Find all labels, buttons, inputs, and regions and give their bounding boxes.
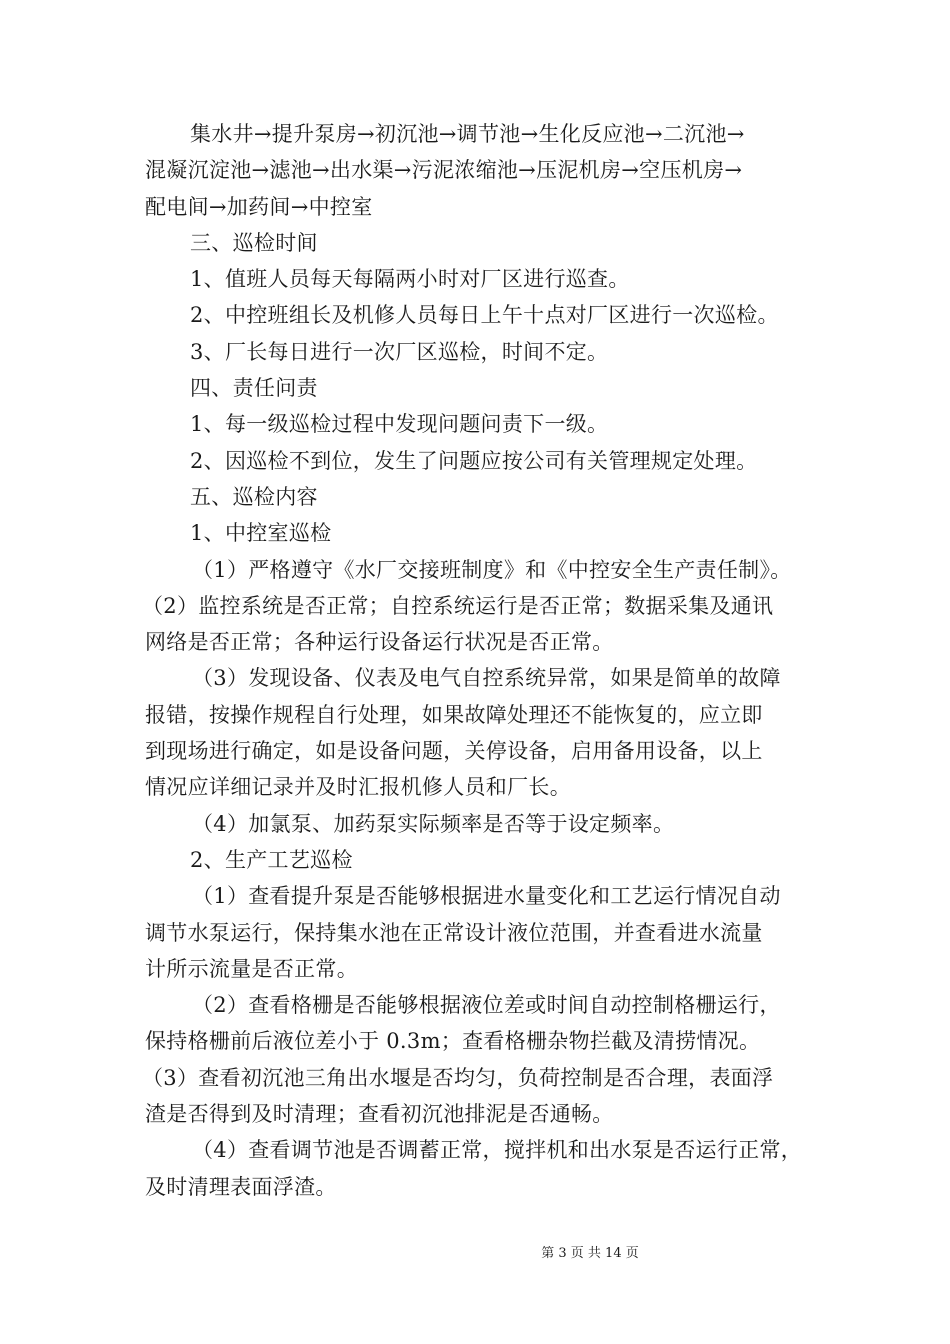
section-heading-accountability: 四、责任问责 [190,376,318,401]
paragraph-line: 2、因巡检不到位，发生了问题应按公司有关管理规定处理。 [190,448,758,473]
paragraph-line: 渣是否得到及时清理；查看初沉池排泥是否通畅。 [145,1102,614,1127]
document-body [142,116,817,1205]
paragraph-line: 情况应详细记录并及时汇报机修人员和厂长。 [145,775,571,800]
section-heading-inspection-content: 五、巡检内容 [190,484,318,509]
page-number-footer: 第 3 页 共 14 页 [541,1246,639,1261]
paragraph-line: 报错，按操作规程自行处理，如果故障处理还不能恢复的，应立即 [145,702,763,727]
paragraph-line: （3）查看初沉池三角出水堰是否均匀，负荷控制是否合理，表面浮 [142,1065,774,1090]
paragraph-line: （3）发现设备、仪表及电气自控系统异常，如果是简单的故障 [192,666,781,691]
paragraph-line: 2、中控班组长及机修人员每日上午十点对厂区进行一次巡检。 [190,303,779,328]
paragraph-line: （1）严格遵守《水厂交接班制度》和《中控安全生产责任制》。 [192,557,792,582]
process-flow-line-3: 配电间→加药间→中控室 [145,194,373,219]
subsection-heading-control-room: 1、中控室巡检 [190,521,332,546]
section-heading-inspection-time: 三、巡检时间 [190,230,318,255]
paragraph-line: 调节水泵运行，保持集水池在正常设计液位范围，并查看进水流量 [145,920,763,945]
paragraph-line: （2）监控系统是否正常；自控系统运行是否正常；数据采集及通讯 [142,593,774,618]
paragraph-line: 1、每一级巡检过程中发现问题问责下一级。 [190,412,609,437]
subsection-heading-process: 2、生产工艺巡检 [190,847,353,872]
process-flow-line-2: 混凝沉淀池→滤池→出水渠→污泥浓缩池→压泥机房→空压机房→ [145,158,743,183]
paragraph-line: 计所示流量是否正常。 [145,956,358,981]
paragraph-line: 1、值班人员每天每隔两小时对厂区进行巡查。 [190,267,630,292]
paragraph-line: 到现场进行确定，如是设备问题，关停设备，启用备用设备，以上 [145,739,763,764]
process-flow-line-1: 集水井→提升泵房→初沉池→调节池→生化反应池→二沉池→ [190,122,745,146]
paragraph-line: 保持格栅前后液位差小于 0.3m；查看格栅杂物拦截及清捞情况。 [145,1029,761,1054]
paragraph-line: 及时清理表面浮渣。 [145,1174,337,1199]
paragraph-line: 3、厂长每日进行一次厂区巡检，时间不定。 [190,339,609,364]
paragraph-line: （4）查看调节池是否调蓄正常，搅拌机和出水泵是否运行正常， [192,1138,803,1163]
paragraph-line: 网络是否正常；各种运行设备运行状况是否正常。 [145,630,614,655]
paragraph-line: （2）查看格栅是否能够根据液位差或时间自动控制格栅运行， [192,993,781,1018]
paragraph-line: （1）查看提升泵是否能够根据进水量变化和工艺运行情况自动 [192,884,781,909]
paragraph-line: （4）加氯泵、加药泵实际频率是否等于设定频率。 [192,811,675,836]
